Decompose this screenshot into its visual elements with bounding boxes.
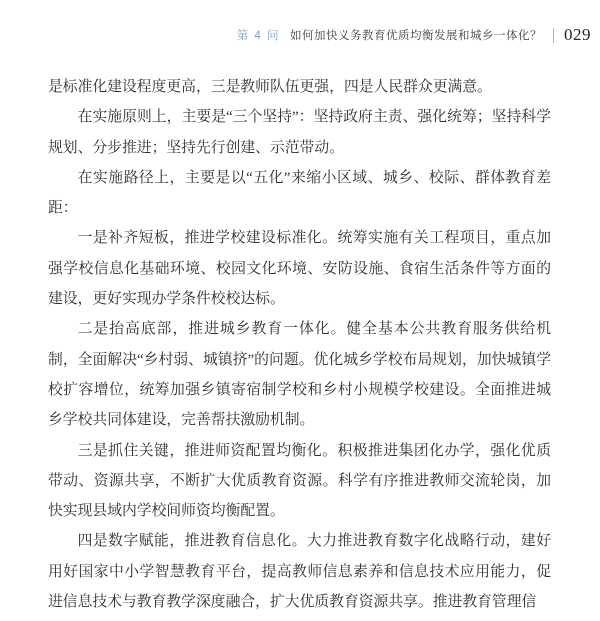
page-header [0,24,591,46]
paragraph: 在实施原则上，主要是“三个坚持”：坚持政府主责、强化统筹；坚持科学规划、分步推进；坚持先行创建、示范带动。 [48,109,551,156]
question-title: 如何加快义务教育优质均衡发展和城乡一体化？ [290,30,542,42]
paragraph: 一是补齐短板，推进学校建设标准化。统筹实施有关工程项目，重点加强学校信息化基础环境、校园文化环境、安防设施、食宿生活条件等方面的建设，更好实现办学条件校校达标。 [48,230,551,308]
header-divider [553,28,554,43]
paragraph: 是标准化建设程度更高，三是教师队伍更强，四是人民群众更满意。 [48,79,492,95]
question-number-label: 第 4 问 [236,30,280,42]
paragraph: 在实施路径上，主要是以“五化”来缩小区域、城乡、校际、群体教育差距： [48,169,551,217]
paragraph: 三是抓住关键，推进师资配置均衡化。积极推进集团化办学，强化优质带动、资源共享，不断扩大优质教育资源。科学有序推进教师交流轮岗，加快实现县域内学校间师资均衡配置。 [48,442,551,520]
paragraph: 二是抬高底部，推进城乡教育一体化。健全基本公共教育服务供给机制，全面解决“乡村弱、城镇挤”的问题。优化城乡学校布局规划，加快城镇学校扩容增位，统筹加强乡镇寄宿制学校和乡村小规模学校建设。全面推进城乡学校共同体建设，完善帮扶激励机制。 [48,321,551,429]
body-text [48,72,551,617]
paragraph: 四是数字赋能，推进教育信息化。大力推进教育数字化战略行动，建好用好国家中小学智慧教育平台，提高教师信息素养和信息技术应用能力，促进信息技术与教育教学深度融合，扩大优质教育资源共享。推进教育管理信 [48,533,551,611]
page-number: 029 [564,25,591,44]
